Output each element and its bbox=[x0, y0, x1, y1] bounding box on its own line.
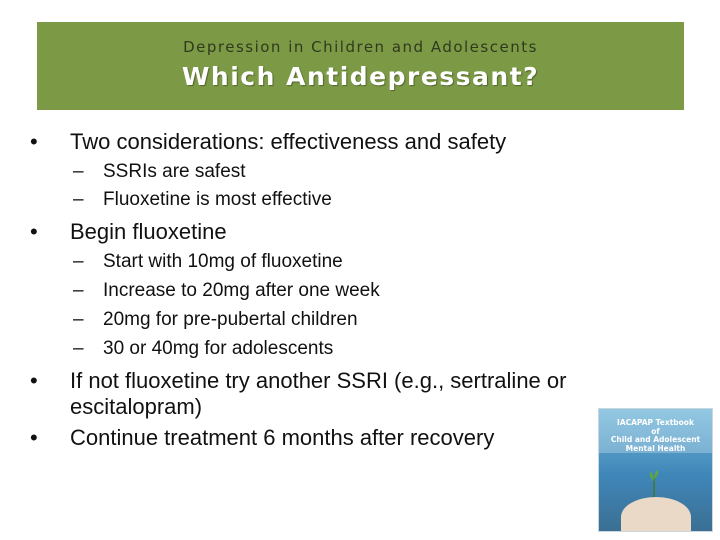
dash-marker: – bbox=[73, 309, 84, 330]
slide-subtitle: Depression in Children and Adolescents bbox=[183, 38, 538, 56]
hands-image bbox=[621, 497, 691, 532]
sub-bullet-text: Start with 10mg of fluoxetine bbox=[103, 251, 343, 272]
slide-title: Which Antidepressant? bbox=[181, 62, 540, 91]
bullet-marker: • bbox=[30, 368, 38, 393]
bullet-text: Begin fluoxetine bbox=[70, 219, 227, 244]
bullet-text: Continue treatment 6 months after recovery bbox=[70, 425, 495, 450]
title-banner bbox=[37, 22, 684, 110]
sub-bullet-text: SSRIs are safest bbox=[103, 161, 246, 182]
bullet-text-continued: escitalopram) bbox=[70, 394, 203, 419]
seedling-icon bbox=[649, 469, 659, 499]
bullet-text: If not fluoxetine try another SSRI (e.g., sertraline or bbox=[70, 368, 567, 393]
sub-bullet-text: 20mg for pre-pubertal children bbox=[103, 309, 358, 330]
bullet-text: Two considerations: effectiveness and safety bbox=[70, 129, 507, 154]
cover-title: IACAPAP Textbook of Child and Adolescent Mental Health bbox=[610, 418, 701, 453]
dash-marker: – bbox=[73, 251, 84, 272]
dash-marker: – bbox=[73, 338, 84, 359]
bullet-marker: • bbox=[30, 425, 38, 450]
bullet-marker: • bbox=[30, 219, 38, 244]
sub-bullet-text: 30 or 40mg for adolescents bbox=[103, 338, 334, 359]
dash-marker: – bbox=[73, 161, 84, 182]
sub-bullet-text: Increase to 20mg after one week bbox=[103, 280, 380, 301]
sub-bullet-text: Fluoxetine is most effective bbox=[103, 189, 332, 210]
bullet-marker: • bbox=[30, 129, 38, 154]
textbook-cover-image bbox=[598, 408, 713, 532]
dash-marker: – bbox=[73, 189, 84, 210]
dash-marker: – bbox=[73, 280, 84, 301]
